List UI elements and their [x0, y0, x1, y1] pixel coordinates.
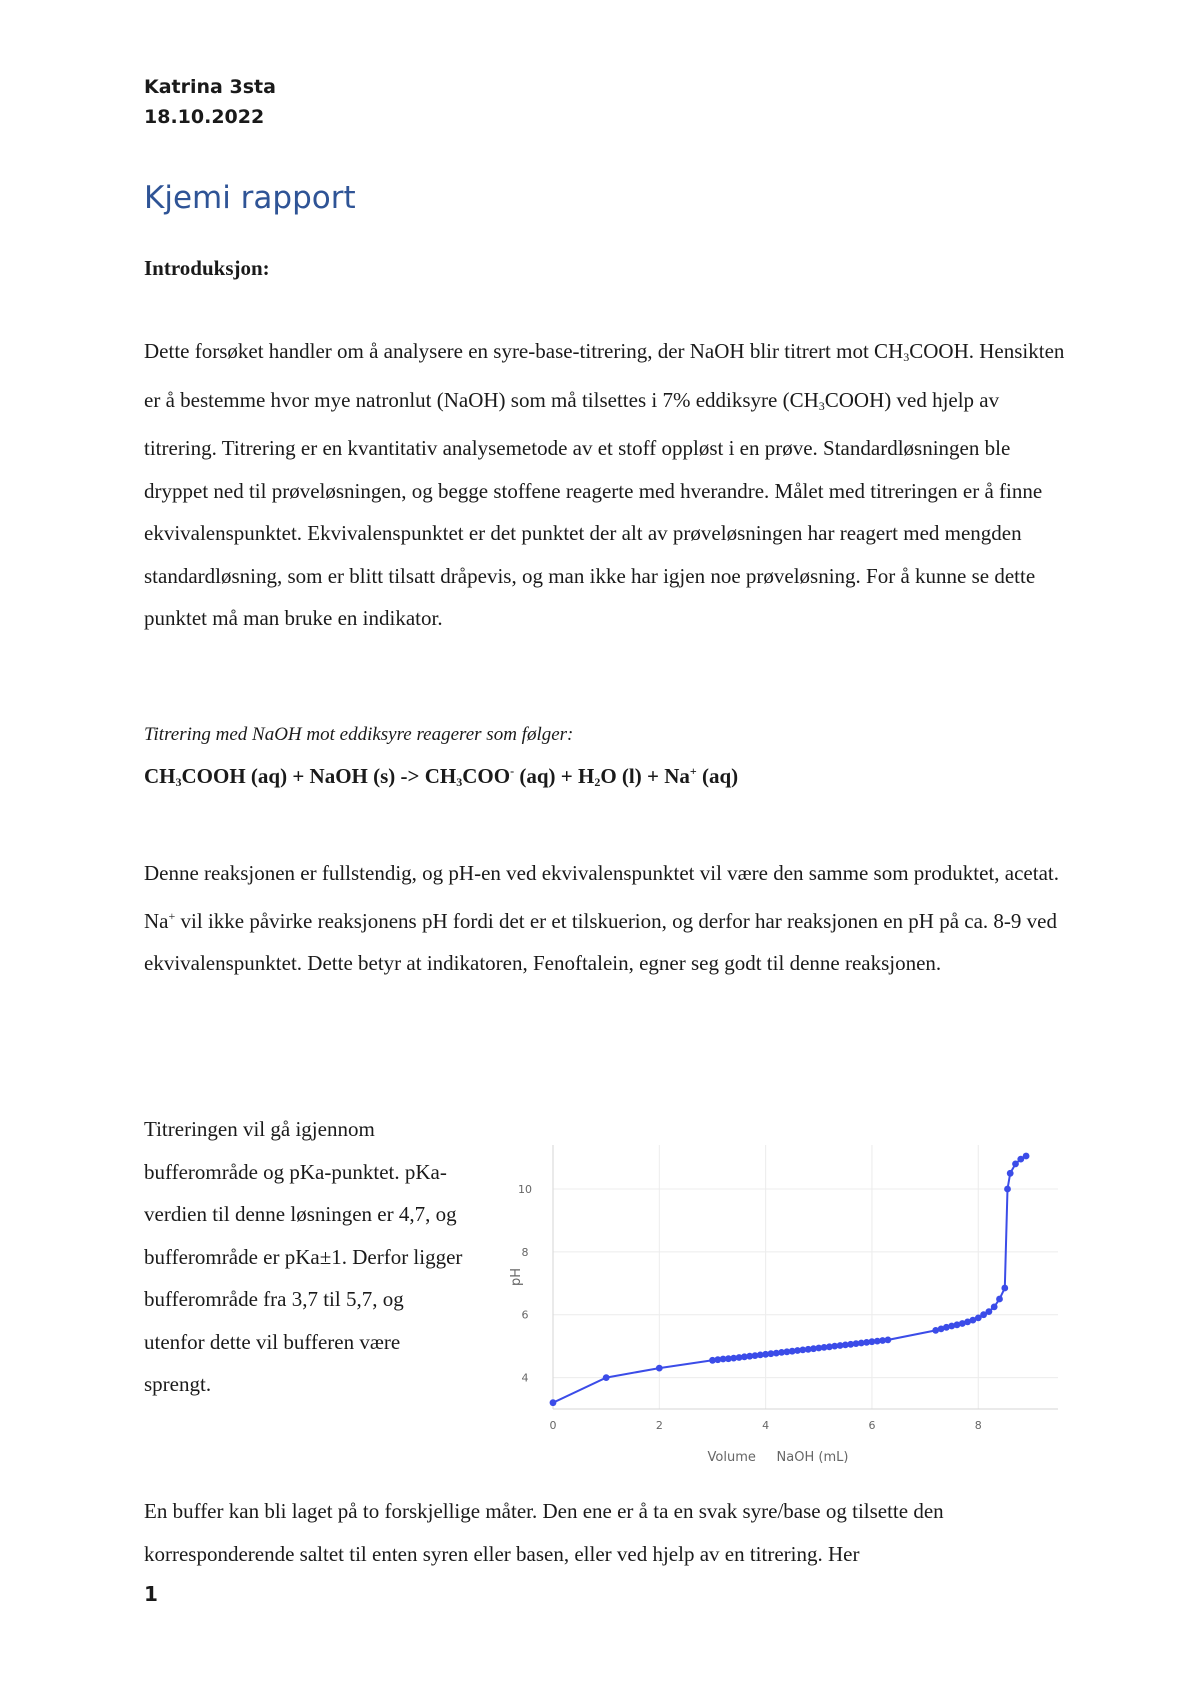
subscript-3: 3 — [818, 398, 825, 413]
buffer-methods-paragraph: En buffer kan bli laget på to forskjellige måter. Den ene er å ta en svak syre/base og tilsette den korresponderende saltet til enten syren eller basen, eller ved hjelp av en titrering. Her — [144, 1499, 944, 1566]
x-tick-label: 6 — [868, 1419, 876, 1432]
data-point — [1004, 1186, 1011, 1193]
x-tick-label: 2 — [655, 1419, 663, 1432]
equation-lead: Titrering med NaOH mot eddiksyre reagerer som følger: — [144, 724, 574, 745]
reaction-text-1: Denne reaksjonen er fullstendig, og pH-en ved ekvivalenspunktet vil være den samme som produktet, acetat. Na — [144, 861, 1059, 933]
x-tick-label: 4 — [762, 1419, 770, 1432]
intro-text-1: Dette forsøket handler om å analysere en syre-base-titrering, der NaOH blir titrert mot CH — [144, 339, 904, 363]
page-number: 1 — [144, 1582, 158, 1606]
subscript-2: 2 — [594, 775, 601, 789]
data-point — [1007, 1170, 1014, 1177]
intro-text-2: COOH. Hensikten er å bestemme hvor mye natronlut (NaOH) som må tilsettes i 7% eddiksyre (CH — [144, 339, 1065, 412]
y-tick-label: 6 — [521, 1308, 529, 1322]
superscript-minus: - — [510, 764, 515, 778]
data-point — [991, 1304, 998, 1311]
titration-chart — [480, 1130, 1070, 1480]
buffer-paragraph: Titreringen vil gå igjennom bufferområde og pKa-punktet. pKa- verdien til denne løsningen er 4,7, og bufferområde er pKa±1. Derfor ligger bufferområde fra 3,7 til 5,7, og utenfor dette vil bufferen være sprengt. — [144, 1117, 463, 1396]
eq-part: CH — [144, 764, 176, 788]
reaction-equation — [144, 764, 738, 790]
x-tick-label: 8 — [974, 1419, 982, 1432]
data-point — [550, 1399, 557, 1406]
y-axis-label: pH — [509, 1267, 524, 1287]
subscript-3: 3 — [903, 350, 910, 364]
eq-part: O (l) + Na — [600, 764, 690, 788]
y-tick-label: 10 — [518, 1183, 532, 1196]
subscript-3: 3 — [456, 775, 463, 789]
intro-text-3: COOH) ved hjelp av titrering. Titrering er en kvantitativ analysemetode av et stoff oppløst i en prøve. Standardløsningen ble dryppet ned til prøveløsningen, og begge stoffene reagerte med hverandre. Målet med titreringen er å finne ekvivalenspunktet. Ekvivalenspunktet er det punktet der alt av prøveløsningen har reagert med mengden standardløsning, som er blitt tilsatt dråpevis, og man ikke har igjen noe prøveløsning. For å kunne se dette punktet må man bruke en indikator. — [144, 387, 1043, 630]
eq-part: COO — [462, 764, 511, 788]
y-tick-label: 4 — [521, 1371, 529, 1385]
chart-grid — [553, 1145, 1058, 1409]
document-title: Kjemi rapport — [144, 180, 356, 216]
data-point — [656, 1365, 663, 1372]
data-point — [986, 1308, 993, 1315]
data-point — [1001, 1285, 1008, 1292]
x-tick-labels — [550, 1419, 982, 1432]
intro-heading: Introduksjon: — [144, 256, 270, 280]
data-point — [1023, 1153, 1030, 1160]
chart-axes — [553, 1145, 1058, 1409]
superscript-plus: + — [168, 908, 176, 923]
author-name: Katrina 3sta — [144, 76, 276, 98]
x-tick-label: 0 — [549, 1419, 557, 1432]
subscript-3: 3 — [175, 775, 182, 789]
superscript-plus: + — [689, 764, 697, 778]
intro-paragraph — [144, 330, 1074, 640]
reaction-text-2: vil ikke påvirke reaksjonens pH fordi det er et tilskuerion, og derfor har reaksjonen en pH på ca. 8-9 ved ekvivalenspunktet. Dette betyr at indikatoren, Fenoftalein, egner seg godt til denne reaksjonen. — [144, 908, 1057, 975]
data-point — [885, 1337, 892, 1344]
series-points — [550, 1153, 1030, 1407]
report-date: 18.10.2022 — [144, 106, 265, 128]
document-header — [144, 72, 276, 132]
data-point — [996, 1296, 1003, 1303]
series-line — [553, 1156, 1026, 1403]
eq-part: COOH (aq) + NaOH (s) -> CH — [181, 764, 457, 788]
eq-part: (aq) — [696, 764, 739, 788]
data-point — [1012, 1161, 1019, 1168]
data-point — [603, 1374, 610, 1381]
y-tick-label: 8 — [521, 1245, 529, 1259]
reaction-paragraph — [144, 852, 1074, 985]
eq-part: (aq) + H — [514, 764, 595, 788]
x-axis-label: Volume NaOH (mL) — [707, 1450, 849, 1465]
